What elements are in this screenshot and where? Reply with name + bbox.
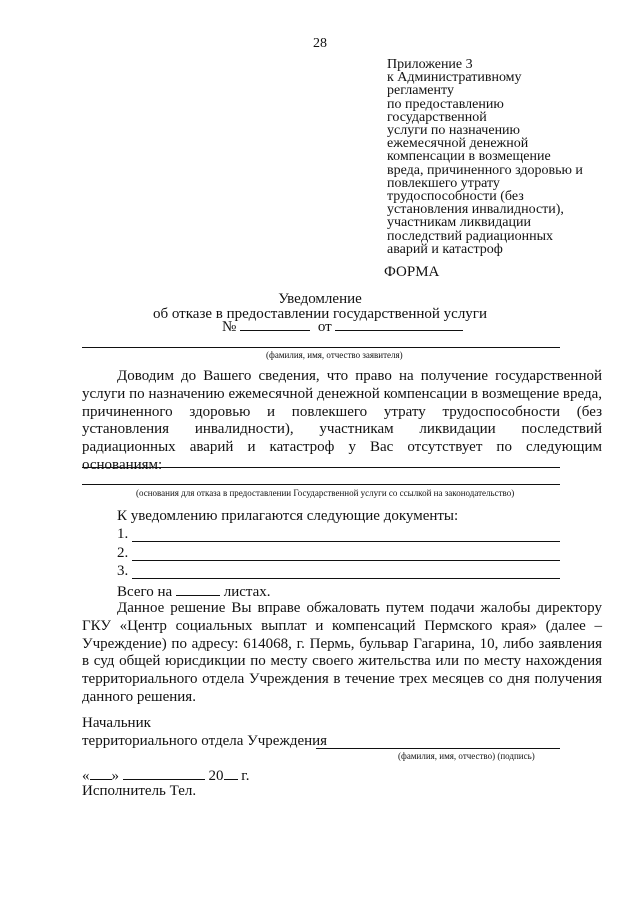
executor-line: Исполнитель Тел. <box>82 783 197 799</box>
title-line-2: об отказе в предоставлении государственной услуги <box>152 306 487 322</box>
appendix-line: Приложение 3 <box>387 57 473 72</box>
appendix-line: услуги по назначению <box>387 123 521 139</box>
sheets-count-blank[interactable] <box>176 582 220 596</box>
grounds-line-1[interactable] <box>82 467 560 468</box>
document-item-label: 1. <box>117 526 129 542</box>
appendix-line: вреда, причиненного здоровью и <box>387 162 583 178</box>
title-line-1: Уведомление <box>278 291 362 307</box>
number-blank[interactable] <box>240 317 310 331</box>
main-paragraph-text: Доводим до Вашего сведения, что право на получение государственной услуги по назначению ежемесячной денежной компенсации в возмещение вреда, причиненного здоровью и повлекшего утрату трудоспособности (без установления инвалидности), участникам ликвидации последствий радиационных аварий и катастроф у Вас отсутствует по следующим основаниям: <box>82 368 602 473</box>
appendix-line: трудоспособности (без <box>387 189 524 205</box>
documents-intro: К уведомлению прилагаются следующие документы: <box>117 508 459 524</box>
document-item-line[interactable] <box>132 560 560 561</box>
appendix-block <box>387 58 617 256</box>
appendix-line: участникам ликвидации <box>387 215 531 231</box>
month-blank[interactable] <box>123 766 205 780</box>
appendix-line: к Административному <box>387 70 522 86</box>
number-date-line <box>222 317 463 336</box>
year-prefix: 20 <box>208 768 224 784</box>
appeal-paragraph-text: Данное решение Вы вправе обжаловать путем подачи жалобы директору ГКУ «Центр социальных выплат и компенсаций Пермского края» (далее – Учреждение) по адресу: 614068, г. Пермь, бульвар Гагарина, 10, либо заявления в суд общей юрисдикции по месту своего жительства или по месту нахождения территориального отдела Учреждения в течение трех месяцев со дня получения данного решения. <box>82 600 602 705</box>
appendix-line: ежемесячной денежной <box>387 136 529 152</box>
date-close-quote: » <box>111 768 119 784</box>
total-suffix: листах. <box>223 584 271 600</box>
day-blank[interactable] <box>90 766 112 780</box>
appendix-line: повлекшего утрату <box>387 175 500 191</box>
signature-title-1: Начальник <box>82 715 151 731</box>
applicant-name-line[interactable] <box>82 347 560 348</box>
signature-title-2: территориального отдела Учреждения <box>82 733 328 749</box>
appendix-line: последствий радиационных <box>387 228 554 244</box>
document-item-label: 2. <box>117 545 129 561</box>
appendix-line: по предоставлению <box>387 96 504 112</box>
appendix-line: аварий и катастроф <box>387 241 503 257</box>
appendix-line: регламенту <box>387 83 454 99</box>
document-item-label: 3. <box>117 563 129 579</box>
main-paragraph <box>82 368 602 475</box>
appeal-paragraph <box>82 600 602 707</box>
form-label: ФОРМА <box>384 264 440 280</box>
grounds-line-2[interactable] <box>82 484 560 485</box>
document-item-line[interactable] <box>132 541 560 542</box>
total-sheets-line <box>117 582 271 601</box>
document-item-line[interactable] <box>132 578 560 579</box>
year-blank[interactable] <box>224 766 238 780</box>
grounds-caption: (основания для отказа в предоставлении Государственной услуги со ссылкой на законодательство) <box>136 488 515 498</box>
signature-caption: (фамилия, имя, отчество) (подпись) <box>398 751 535 761</box>
total-prefix: Всего на <box>117 584 173 600</box>
date-blank[interactable] <box>335 317 463 331</box>
date-open-quote: « <box>82 768 90 784</box>
date-prefix: от <box>317 319 332 335</box>
signature-line[interactable] <box>316 748 560 749</box>
appendix-line: государственной <box>387 109 487 125</box>
appendix-line: установления инвалидности), <box>387 202 564 218</box>
year-suffix: г. <box>241 768 250 784</box>
applicant-caption: (фамилия, имя, отчество заявителя) <box>266 350 403 360</box>
appendix-line: компенсации в возмещение <box>387 149 551 165</box>
page-number: 28 <box>313 36 327 51</box>
number-prefix: № <box>222 319 237 335</box>
